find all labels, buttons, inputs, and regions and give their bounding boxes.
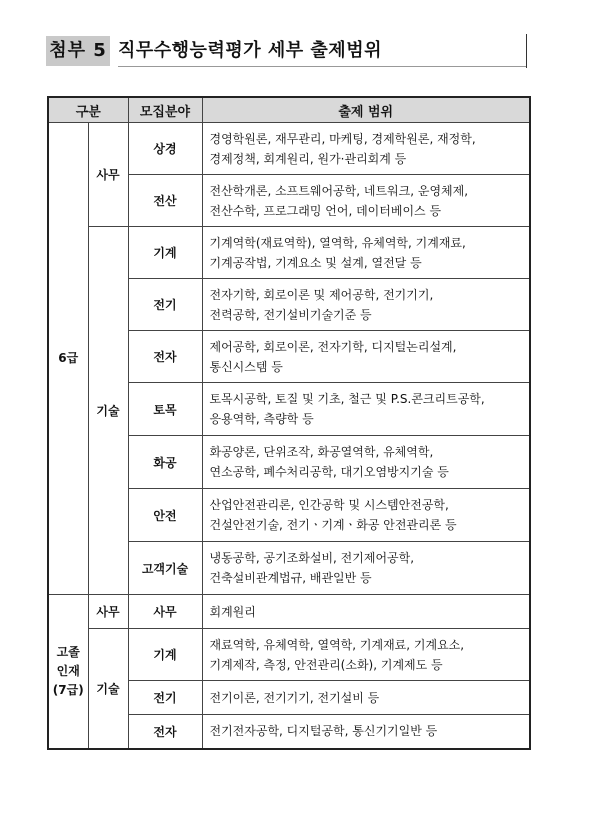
scope-text-line: 건축설비관계법규, 배관일반 등	[209, 571, 372, 585]
header-underline	[118, 66, 526, 67]
field-cell: 화공	[128, 436, 202, 489]
field-cell: 고객기술	[128, 542, 202, 595]
scope-text-line: 응용역학, 측량학 등	[209, 412, 314, 426]
grade-label: 고졸	[56, 644, 80, 659]
scope-cell	[202, 681, 530, 715]
scope-cell	[202, 595, 530, 629]
field-cell: 토목	[128, 383, 202, 436]
scope-cell	[202, 227, 530, 279]
scope-text-line: 제어공학, 회로이론, 전자기학, 디지털논리설계,	[209, 339, 457, 354]
scope-cell	[202, 175, 530, 227]
subcategory-cell: 사무	[88, 595, 128, 629]
scope-text-line: 화공양론, 단위조작, 화공열역학, 유체역학,	[209, 445, 434, 459]
header-scope: 출제 범위	[202, 97, 530, 123]
table-row	[48, 629, 530, 681]
table-row	[48, 595, 530, 629]
field-cell: 기계	[128, 227, 202, 279]
scope-text-line: 토목시공학, 토질 및 기초, 철근 및 P.S.콘크리트공학,	[209, 392, 485, 406]
field-cell: 전기	[128, 279, 202, 331]
scope-text-line: 산업안전관리론, 인간공학 및 시스템안전공학,	[209, 498, 449, 512]
scope-cell	[202, 383, 530, 436]
scope-text-line: 연소공학, 폐수처리공학, 대기오염방지기술 등	[209, 465, 449, 479]
field-cell: 안전	[128, 489, 202, 542]
scope-cell	[202, 279, 530, 331]
field-cell: 기계	[128, 629, 202, 681]
scope-text-line: 전력공학, 전기설비기술기준 등	[209, 307, 372, 322]
grade-label: (7급)	[52, 682, 84, 697]
scope-text-line: 전산수학, 프로그래밍 언어, 데이터베이스 등	[209, 203, 442, 218]
scope-text-line: 경제정책, 회계원리, 원가·관리회계 등	[209, 151, 407, 166]
grade-cell	[48, 595, 88, 749]
scope-text-line: 경영학원론, 재무관리, 마케팅, 경제학원론, 재정학,	[209, 131, 476, 146]
header-category: 구분	[48, 97, 128, 123]
grade-cell	[48, 123, 88, 595]
grade-label: 6급	[58, 351, 79, 365]
attachment-header	[46, 36, 526, 66]
field-cell: 전기	[128, 681, 202, 715]
header-field: 모집분야	[128, 97, 202, 123]
scope-cell	[202, 331, 530, 383]
scope-text-line: 전기이론, 전기기기, 전기설비 등	[209, 690, 380, 705]
scope-cell	[202, 489, 530, 542]
document-title: 직무수행능력평가 세부 출제범위	[118, 40, 382, 61]
scope-cell	[202, 715, 530, 749]
field-cell: 상경	[128, 123, 202, 175]
scope-text-line: 기계공작법, 기계요소 및 설계, 열전달 등	[209, 255, 422, 270]
grade-label: 인재	[56, 663, 80, 678]
header-vertical-rule	[526, 34, 527, 68]
table-row	[48, 227, 530, 279]
scope-text-line: 전산학개론, 소프트웨어공학, 네트워크, 운영체제,	[209, 183, 469, 198]
subcategory-cell: 기술	[88, 629, 128, 749]
scope-text-line: 기계제작, 측정, 안전관리(소화), 기계제도 등	[209, 657, 443, 672]
scope-text-line: 건설안전기술, 전기ㆍ기계ㆍ화공 안전관리론 등	[209, 518, 457, 532]
subcategory-cell: 사무	[88, 123, 128, 227]
scope-text-line: 기계역학(재료역학), 열역학, 유체역학, 기계재료,	[209, 235, 466, 250]
scope-text-line: 전자기학, 회로이론 및 제어공학, 전기기기,	[209, 287, 434, 302]
scope-text-line: 전기전자공학, 디지털공학, 통신기기일반 등	[209, 724, 438, 739]
scope-cell	[202, 629, 530, 681]
scope-text-line: 재료역학, 유체역학, 열역학, 기계재료, 기계요소,	[209, 637, 465, 652]
field-cell: 사무	[128, 595, 202, 629]
scope-text-line: 냉동공학, 공기조화설비, 전기제어공학,	[209, 551, 415, 565]
exam-scope-table	[47, 96, 531, 750]
scope-text-line: 통신시스템 등	[209, 359, 283, 374]
field-cell: 전자	[128, 715, 202, 749]
scope-cell	[202, 436, 530, 489]
attachment-badge: 첨부 5	[46, 36, 110, 66]
subcategory-cell: 기술	[88, 227, 128, 595]
scope-cell	[202, 542, 530, 595]
field-cell: 전자	[128, 331, 202, 383]
table-body	[48, 123, 530, 749]
table-row	[48, 123, 530, 175]
table-header-row	[48, 97, 530, 123]
field-cell: 전산	[128, 175, 202, 227]
scope-text-line: 회계원리	[209, 604, 256, 619]
scope-cell	[202, 123, 530, 175]
